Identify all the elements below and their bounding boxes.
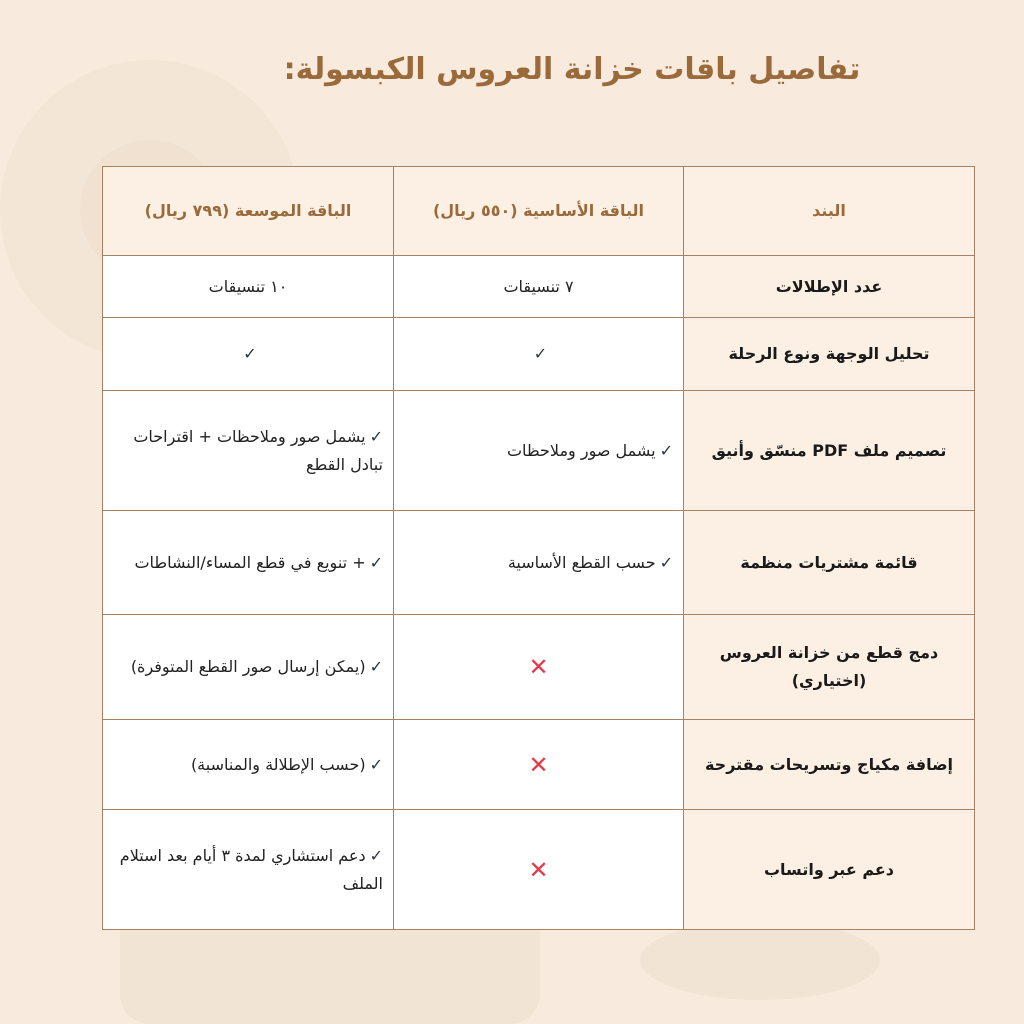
extended-text: (يمكن إرسال صور القطع المتوفرة) (130, 657, 366, 676)
header-extended: الباقة الموسعة (٧٩٩ ريال) (103, 167, 394, 256)
table-row (103, 511, 975, 615)
extended-cell (103, 391, 394, 511)
row-item: دمج قطع من خزانة العروس (اختياري) (684, 615, 975, 720)
basic-cell: ٧ تنسيقات (394, 256, 684, 318)
cross-icon: ✕ (528, 855, 549, 884)
basic-text: يشمل صور وملاحظات (506, 440, 656, 460)
extended-text: (حسب الإطلالة والمناسبة) (190, 754, 366, 774)
check-icon: ✓ (369, 426, 383, 446)
table-row (103, 391, 975, 511)
check-icon: ✓ (243, 344, 257, 363)
extended-text: + تنويع في قطع المساء/النشاطات (134, 552, 366, 572)
extended-cell (103, 615, 394, 720)
basic-cell (394, 391, 684, 511)
cross-icon: ✕ (528, 653, 549, 681)
check-icon: ✓ (659, 552, 673, 572)
basic-cell (394, 615, 684, 720)
basic-cell (394, 511, 684, 615)
table-row (103, 256, 975, 318)
row-item: قائمة مشتريات منظمة (684, 511, 975, 615)
extended-text: دعم استشاري لمدة ٣ أيام بعد استلام الملف (119, 845, 383, 893)
packages-table (102, 166, 975, 930)
extended-cell (103, 720, 394, 810)
cross-icon: ✕ (528, 750, 549, 779)
table-row (103, 810, 975, 930)
basic-text: حسب القطع الأساسية (507, 552, 656, 572)
extended-cell: ١٠ تنسيقات (103, 256, 394, 318)
table-row (103, 318, 975, 391)
extended-cell (103, 318, 394, 391)
row-item: تحليل الوجهة ونوع الرحلة (684, 318, 975, 391)
table-header-row (103, 167, 975, 256)
extended-cell (103, 810, 394, 930)
check-icon: ✓ (369, 657, 383, 676)
check-icon: ✓ (369, 754, 383, 774)
basic-cell (394, 720, 684, 810)
header-item: البند (684, 167, 975, 256)
row-item: دعم عبر واتساب (684, 810, 975, 930)
check-icon: ✓ (659, 440, 673, 460)
table-row (103, 615, 975, 720)
row-item: تصميم ملف PDF منسّق وأنيق (684, 391, 975, 511)
check-icon: ✓ (369, 552, 383, 572)
table-row (103, 720, 975, 810)
row-item: إضافة مكياج وتسريحات مقترحة (684, 720, 975, 810)
header-basic: الباقة الأساسية (٥٥٠ ريال) (394, 167, 684, 256)
check-icon: ✓ (369, 845, 383, 865)
row-item: عدد الإطلالات (684, 256, 975, 318)
extended-text: يشمل صور وملاحظات + اقتراحات تبادل القطع (133, 426, 383, 474)
extended-cell (103, 511, 394, 615)
check-icon: ✓ (533, 344, 548, 363)
page-title: تفاصيل باقات خزانة العروس الكبسولة: (283, 52, 861, 87)
basic-cell (394, 318, 684, 391)
basic-cell (394, 810, 684, 930)
